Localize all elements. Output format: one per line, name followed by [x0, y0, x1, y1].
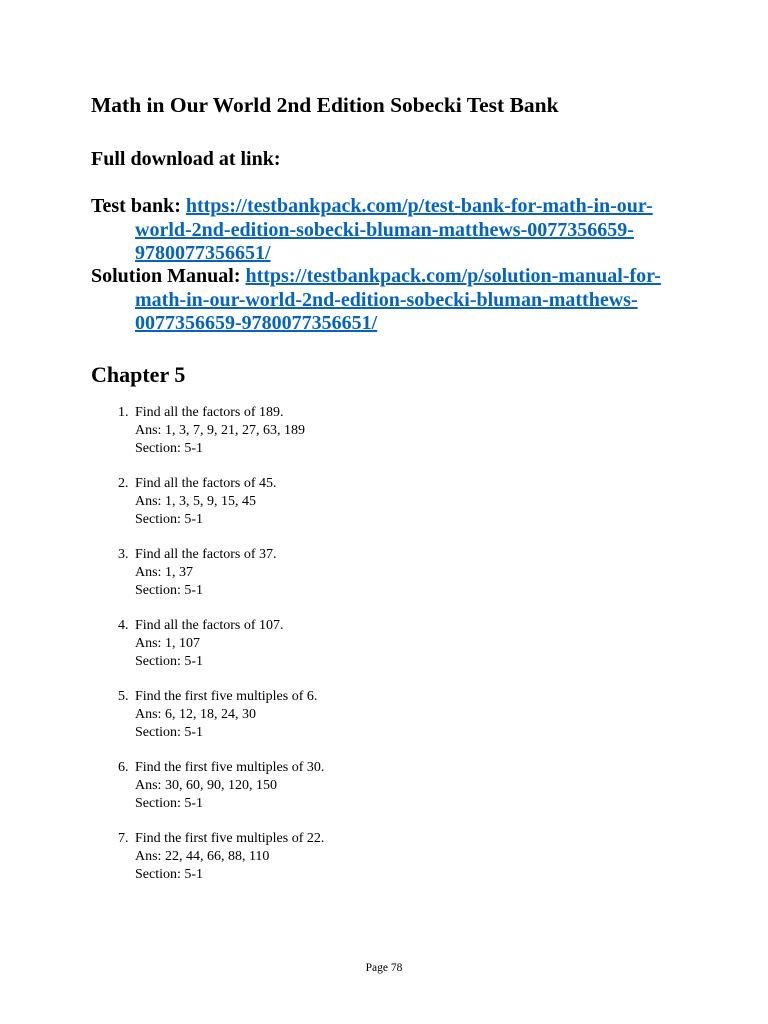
chapter-heading: Chapter 5	[91, 362, 186, 387]
section-text: Section: 5-1	[135, 512, 204, 527]
answer-text: Ans: 1, 3, 7, 9, 21, 27, 63, 189	[135, 423, 305, 438]
question-text: Find all the factors of 189.	[135, 405, 284, 420]
page-number: Page 78	[365, 962, 403, 974]
answer-text: Ans: 1, 37	[135, 565, 193, 580]
answer-text: Ans: 1, 3, 5, 9, 15, 45	[135, 494, 256, 509]
section-text: Section: 5-1	[135, 654, 204, 669]
section-text: Section: 5-1	[135, 441, 204, 456]
question-number: 4.	[118, 618, 129, 633]
question-text: Find all the factors of 37.	[135, 547, 277, 562]
test-bank-block	[91, 195, 735, 266]
question-item	[118, 830, 324, 884]
question-item	[118, 688, 324, 742]
answer-text: Ans: 6, 12, 18, 24, 30	[135, 707, 256, 722]
question-text: Find all the factors of 107.	[135, 618, 284, 633]
question-item	[118, 475, 324, 529]
question-number: 5.	[118, 689, 129, 704]
answer-text: Ans: 30, 60, 90, 120, 150	[135, 778, 277, 793]
solution-manual-label: Solution Manual:	[91, 265, 241, 287]
page-title: Math in Our World 2nd Edition Sobecki Test Bank	[91, 93, 559, 117]
section-text: Section: 5-1	[135, 796, 204, 811]
question-text: Find all the factors of 45.	[135, 476, 277, 491]
test-bank-label: Test bank:	[91, 195, 181, 217]
question-number: 3.	[118, 547, 129, 562]
answer-text: Ans: 1, 107	[135, 636, 200, 651]
question-number: 6.	[118, 760, 129, 775]
section-text: Section: 5-1	[135, 867, 204, 882]
solution-manual-block	[91, 265, 735, 336]
question-text: Find the first five multiples of 22.	[135, 831, 325, 846]
full-download-label: Full download at link:	[91, 148, 281, 170]
question-item	[118, 546, 324, 600]
test-bank-link[interactable]: https://testbankpack.com/p/test-bank-for-math-in-our- world-2nd-edition-sobecki-bluman-matthews-0077356659- 9780077356651/	[135, 195, 653, 264]
question-item	[118, 759, 324, 813]
question-item	[118, 617, 324, 671]
question-number: 2.	[118, 476, 129, 491]
question-text: Find the first five multiples of 30.	[135, 760, 325, 775]
question-text: Find the first five multiples of 6.	[135, 689, 318, 704]
question-list	[118, 404, 324, 901]
question-item	[118, 404, 324, 458]
section-text: Section: 5-1	[135, 583, 204, 598]
question-number: 7.	[118, 831, 129, 846]
solution-manual-link[interactable]: https://testbankpack.com/p/solution-manual-for- math-in-our-world-2nd-edition-sobecki-bluman-matthews- 0077356659-9780077356651/	[135, 265, 661, 334]
section-text: Section: 5-1	[135, 725, 204, 740]
question-number: 1.	[118, 405, 129, 420]
answer-text: Ans: 22, 44, 66, 88, 110	[135, 849, 270, 864]
